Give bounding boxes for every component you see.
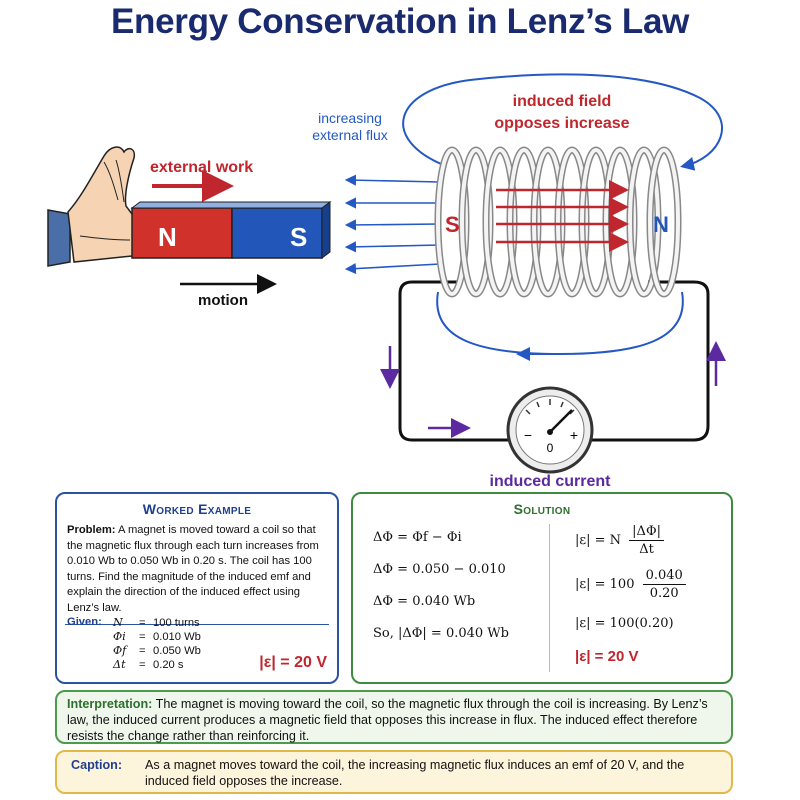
problem-statement xyxy=(67,523,327,617)
external-work-label: external work xyxy=(150,159,254,176)
lenz-diagram xyxy=(0,58,800,490)
caption-label: Caption: xyxy=(71,758,123,772)
problem-label: Problem: xyxy=(67,524,116,536)
meter-zero-label: 0 xyxy=(546,441,554,455)
interpretation-text: The magnet is moving toward the coil, so the magnetic flux through the coil is increasing. By Lenz’s law, the induced current produces a magnetic field that opposes this increase in flux. The induced effect therefore resists the change rather than reinforcing it. xyxy=(67,697,708,743)
increasing-flux-label-2: external flux xyxy=(312,127,388,143)
induced-field-label-1: induced field xyxy=(512,93,612,110)
solution-step: ΔΦ = 0.040 Wb xyxy=(373,594,476,609)
coil-n-pole: N xyxy=(653,212,669,237)
magnet-n-label: N xyxy=(158,222,177,252)
bar-magnet xyxy=(132,202,330,258)
interpretation-label: Interpretation: xyxy=(67,697,153,711)
worked-example-answer: |ε| = 20 V xyxy=(259,654,327,671)
solution-step: ΔΦ = 0.050 − 0.010 xyxy=(373,562,506,577)
caption-text: As a magnet moves toward the coil, the increasing magnetic flux induces an emf of 20 V, and the induced field opposes the increase. xyxy=(145,758,685,788)
hand-illustration xyxy=(48,147,137,266)
solution-simplify: |ε| = 100(0.20) xyxy=(575,616,674,631)
solution-panel xyxy=(351,492,733,684)
galvanometer xyxy=(508,388,592,472)
problem-text: A magnet is moved toward a coil so that the magnetic flux through each turn increases from 0.010 Wb to 0.050 Wb in 0.20 s. The coil has 100 turns. Find the magnitude of the induced emf and explain the direction of the induced effect using Lenz’s law. xyxy=(67,524,319,614)
given-row: Δt = 0.20 s xyxy=(113,658,184,671)
worked-example-heading: Worked Example xyxy=(142,501,252,517)
meter-minus-label: − xyxy=(523,427,533,443)
induced-current-label: induced current xyxy=(489,473,611,490)
worked-example-panel xyxy=(55,492,339,684)
external-flux-arrows xyxy=(348,180,440,269)
solution-divider xyxy=(549,524,550,672)
solution-answer: |ε| = 20 V xyxy=(575,648,639,665)
solution-step: ΔΦ = Φf − Φi xyxy=(373,530,462,545)
increasing-flux-label-1: increasing xyxy=(318,110,382,126)
given-row: Φi = 0.010 Wb xyxy=(113,630,201,643)
coil-s-pole: S xyxy=(445,212,460,237)
given-label: Given: xyxy=(67,616,102,628)
solution-heading: Solution xyxy=(513,501,571,517)
solution-step: So, |ΔΦ| = 0.040 Wb xyxy=(373,626,509,641)
meter-plus-label: + xyxy=(569,427,579,443)
motion-label: motion xyxy=(198,292,248,309)
induced-field-label-2: opposes increase xyxy=(494,115,630,132)
interpretation-panel xyxy=(55,690,733,744)
given-row: N = 100 turns xyxy=(113,616,200,629)
solution-substitution: |ε| = 100 $\frac{0.040}{0.20}$ xyxy=(575,568,686,601)
magnet-s-label: S xyxy=(290,222,308,252)
given-row: Φf = 0.050 Wb xyxy=(113,644,201,657)
solution-formula: |ε| = N $\frac{|\Delta\Phi|}{\Delta t}$ xyxy=(575,524,664,557)
page-title: Energy Conservation in Lenz’s Law xyxy=(110,2,690,41)
caption-panel xyxy=(55,750,733,794)
solenoid-coil xyxy=(438,150,678,294)
